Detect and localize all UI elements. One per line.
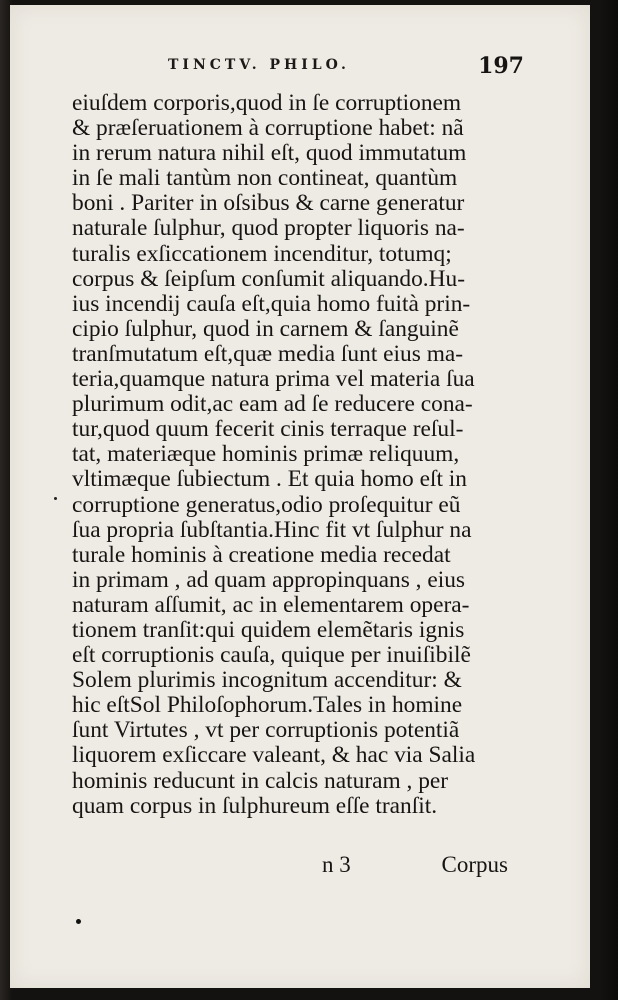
text-line: tat, materiæque hominis primæ reliquum,: [72, 441, 460, 468]
ink-spot: [76, 919, 81, 924]
text-line: & præſeruationem à corruptione habet: nã: [72, 115, 464, 142]
text-line: in primam , ad quam appropinquans , eius: [72, 566, 466, 593]
page-header: [64, 53, 524, 87]
text-line: hominis reducunt in calcis naturam , per: [72, 767, 449, 794]
catchword: Corpus: [441, 852, 508, 877]
text-line: corruptione generatus,odio proſequitur eũ: [72, 491, 461, 518]
signature-mark: n 3: [322, 852, 351, 877]
text-line: ius incendij cauſa eſt,quia homo fuità prin-: [72, 290, 471, 317]
margin-mark: [54, 497, 57, 500]
text-line: eſt corruptionis cauſa, quique per inuiſibilẽ: [72, 642, 471, 669]
text-line: turalis exſiccationem incenditur, totumq;: [72, 240, 452, 267]
text-line: in rerum natura nihil eſt, quod immutatum: [72, 140, 467, 167]
running-head: TINCTV. PHILO.: [168, 57, 350, 73]
text-line: boni . Pariter in oſsibus & carne generatur: [72, 190, 465, 217]
text-line: turale hominis à creatione media recedat: [72, 541, 451, 568]
book-page: [10, 5, 590, 988]
text-line: naturam aſſumit, ac in elementarem opera-: [72, 591, 470, 618]
text-line: vltimæque ſubiectum . Et quia homo eſt in: [72, 466, 467, 493]
text-line: plurimum odit,ac eam ad ſe reducere cona-: [72, 391, 473, 418]
text-line: ſunt Virtutes , vt per corruptionis potentiã: [72, 717, 460, 744]
text-line: cipio ſulphur, quod in carnem & ſanguinẽ: [72, 315, 459, 342]
text-line: naturale ſulphur, quod propter liquoris na-: [72, 215, 465, 242]
text-line: quam corpus in ſulphureum eſſe tranſit.: [72, 792, 438, 819]
text-line: corpus & ſeipſum conſumit aliquando.Hu-: [72, 265, 466, 292]
text-line: liquorem exſiccare valeant, & hac via Salia: [72, 742, 476, 769]
page-number: 197: [478, 53, 524, 79]
text-line: tranſmutatum eſt,quæ media ſunt eius ma-: [72, 340, 464, 367]
footer-line: [72, 852, 508, 878]
text-line: eiuſdem corporis,quod in ſe corruptionem: [72, 90, 462, 116]
text-line: in ſe mali tantùm non contineat, quantùm: [72, 165, 458, 192]
text-line: teria,quamque natura prima vel materia ſua: [72, 366, 475, 393]
text-line: hic eſtSol Philoſophorum.Tales in homine: [72, 692, 463, 719]
text-line: tionem tranſit:qui quidem elemẽtaris ignis: [72, 616, 465, 643]
text-line: tur,quod quum fecerit cinis terraque reſul-: [72, 416, 464, 443]
text-line: ſua propria ſubſtantia.Hinc fit vt ſulphur na: [72, 516, 472, 543]
text-line: Solem plurimis incognitum accenditur: &: [72, 667, 462, 694]
body-text: [72, 91, 532, 819]
